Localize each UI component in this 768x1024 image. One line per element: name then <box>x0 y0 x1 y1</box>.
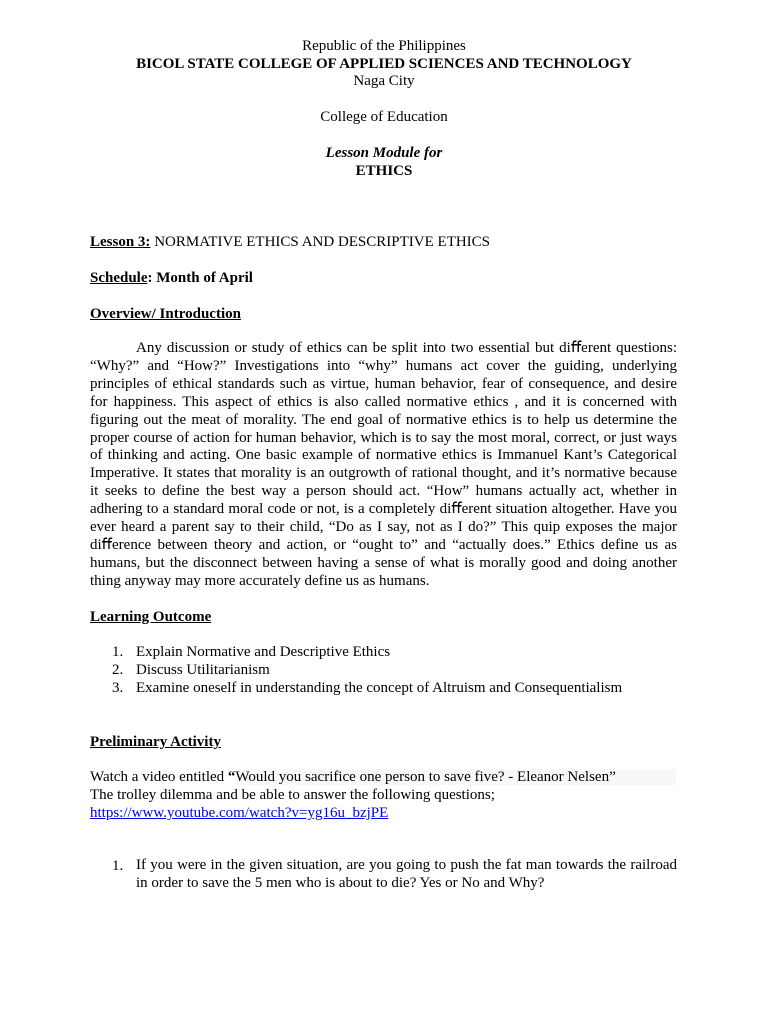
video-intro-prefix: Watch a video entitled <box>90 769 228 785</box>
header-institution: BICOL STATE COLLEGE OF APPLIED SCIENCES AND TECHNOLOGY <box>136 56 632 72</box>
video-instruction: The trolley dilemma and be able to answer the following questions; <box>90 787 495 803</box>
schedule-value: : Month of April <box>147 270 253 286</box>
video-link[interactable]: https://www.youtube.com/watch?v=yg16u_bzjPE <box>90 805 389 821</box>
list-number: 1. <box>112 644 124 660</box>
video-quote-mark: “ <box>227 769 236 785</box>
header-city: Naga City <box>353 73 415 89</box>
header-republic: Republic of the Philippines <box>302 38 466 54</box>
overview-paragraph: Any discussion or study of ethics can be split into two essential but diﬀerent questions: “Why?” and “How?” Investigations into “why” humans act cover the guiding, underlying principles of ethical standards such as virtue, human behavior, fear of consequence, and desire for happiness. This aspect of ethics is also called normative ethics , and it is concerned with figuring out the meat of morality. The end goal of normative ethics is to help us determine the proper course of action for human behavior, which is to say the most moral, correct, or just ways of thinking and acting. One basic example of normative ethics is Immanuel Kant’s Categorical Imperative. It states that morality is an outgrowth of rational thought, and it’s normative because it seeks to define the best way a person should act. “How” humans actually act, whether in adhering to a standard moral code or not, is a completely diﬀerent situation altogether. Have you ever heard a parent say to their child, “Do as I say, not as I do?” This quip exposes the major diﬀerence between theory and action, or “ought to” and “actually does.” Ethics define us as humans, but the disconnect between having a sense of what is morally good and doing another thing anyway may more accurately define us as humans. <box>90 340 677 589</box>
video-title: Would you sacrifice one person to save five? - Eleanor Nelsen” <box>235 769 675 785</box>
list-text: Explain Normative and Descriptive Ethics <box>136 644 391 660</box>
lesson-name: NORMATIVE ETHICS AND DESCRIPTIVE ETHICS <box>150 234 491 250</box>
lesson-label: Lesson 3: <box>90 234 151 250</box>
header-college: College of Education <box>320 109 448 125</box>
question-text: If you were in the given situation, are you going to push the fat man towards the railroad in order to save the 5 men who is about to die? Yes or No and Why? <box>136 857 677 891</box>
list-number: 3. <box>112 680 124 696</box>
module-label: Lesson Module for <box>325 145 443 161</box>
overview-heading: Overview/ Introduction <box>90 306 241 322</box>
learning-outcome-heading: Learning Outcome <box>90 609 212 625</box>
list-text: Examine oneself in understanding the concept of Altruism and Consequentialism <box>136 680 623 696</box>
list-number: 2. <box>112 662 124 678</box>
list-text: Discuss Utilitarianism <box>136 662 270 678</box>
video-intro <box>90 768 677 786</box>
subject-title: ETHICS <box>355 163 413 179</box>
lesson-title <box>90 233 677 251</box>
video-link-row <box>90 804 677 822</box>
preliminary-heading: Preliminary Activity <box>90 734 221 750</box>
schedule-label: Schedule <box>90 270 148 286</box>
schedule-line <box>90 269 677 287</box>
question-number: 1. <box>112 858 124 874</box>
